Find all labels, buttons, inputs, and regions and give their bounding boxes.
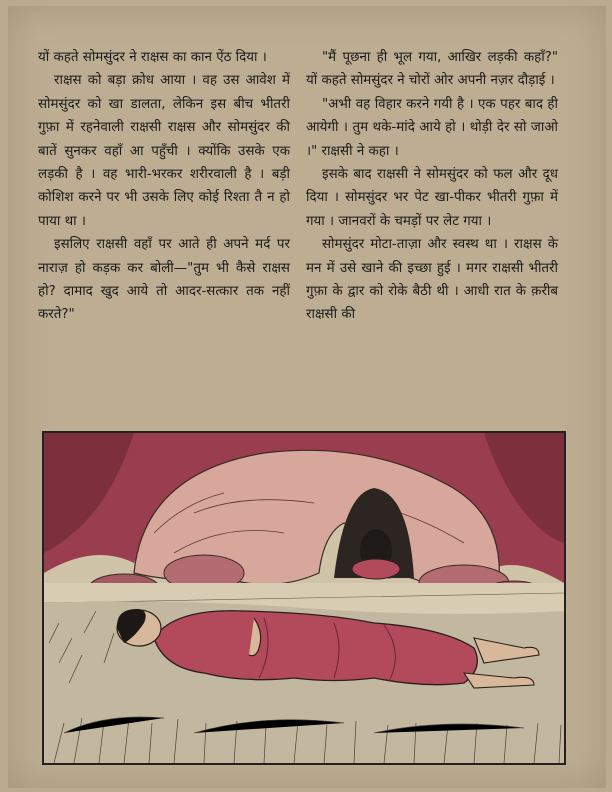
right-text-column	[306, 46, 558, 327]
book-page	[8, 6, 606, 788]
paragraph: इसलिए राक्षसी वहाँ पर आते ही अपने मर्द पर नाराज़ हो कड़क कर बोली—"तुम भी कैसे राक्षस हो? दामाद खुद आये तो आदर-सत्कार तक नहीं करते?"	[38, 237, 290, 323]
paragraph: "अभी वह विहार करने गयी है । एक पहर बाद ही आयेगी । तुम थके-मांदे आये हो । थोड़ी देर सो जाओ ।" राक्षसी ने कहा ।	[306, 96, 558, 159]
paragraph: राक्षस को बड़ा क्रोध आया । वह उस आवेश में सोमसुंदर को खा डालता, लेकिन इस बीच भीतरी गुफ़ा में रहनेवाली राक्षसी राक्षस और सोमसुंदर की बातें सुनकर वहाँ आ पहुँची । क्योंकि उसके एक लड़की है । वह भारी-भरकर शरीरवाली है । बड़ी कोशिश करने पर भी उसके लिए कोई रिश्ता तै न हो पाया था ।	[38, 73, 290, 229]
paragraph: सोमसुंदर मोटा-ताज़ा और स्वस्थ था । राक्षस के मन में उसे खाने की इच्छा हुई । मगर राक्षसी भीतरी गुफ़ा के द्वार को रोके बैठी थी । आधी रात के क़रीब राक्षसी की	[306, 237, 558, 323]
story-illustration	[42, 431, 566, 765]
paragraph: यों कहते सोमसुंदर ने राक्षस का कान ऐंठ दिया ।	[38, 50, 267, 65]
paragraph: "मैं पूछना ही भूल गया, आखिर लड़की कहाँ?" यों कहते सोमसुंदर ने चोरों ओर अपनी नज़र दौड़ाई ।	[306, 50, 558, 89]
cave-scene-image	[44, 433, 564, 763]
left-text-column	[38, 46, 290, 327]
paragraph: इसके बाद राक्षसी ने सोमसुंदर को फल और दूध दिया । सोमसुंदर भर पेट खा-पीकर भीतरी गुफ़ा में गया । जानवरों के चमड़ों पर लेट गया ।	[306, 167, 558, 229]
